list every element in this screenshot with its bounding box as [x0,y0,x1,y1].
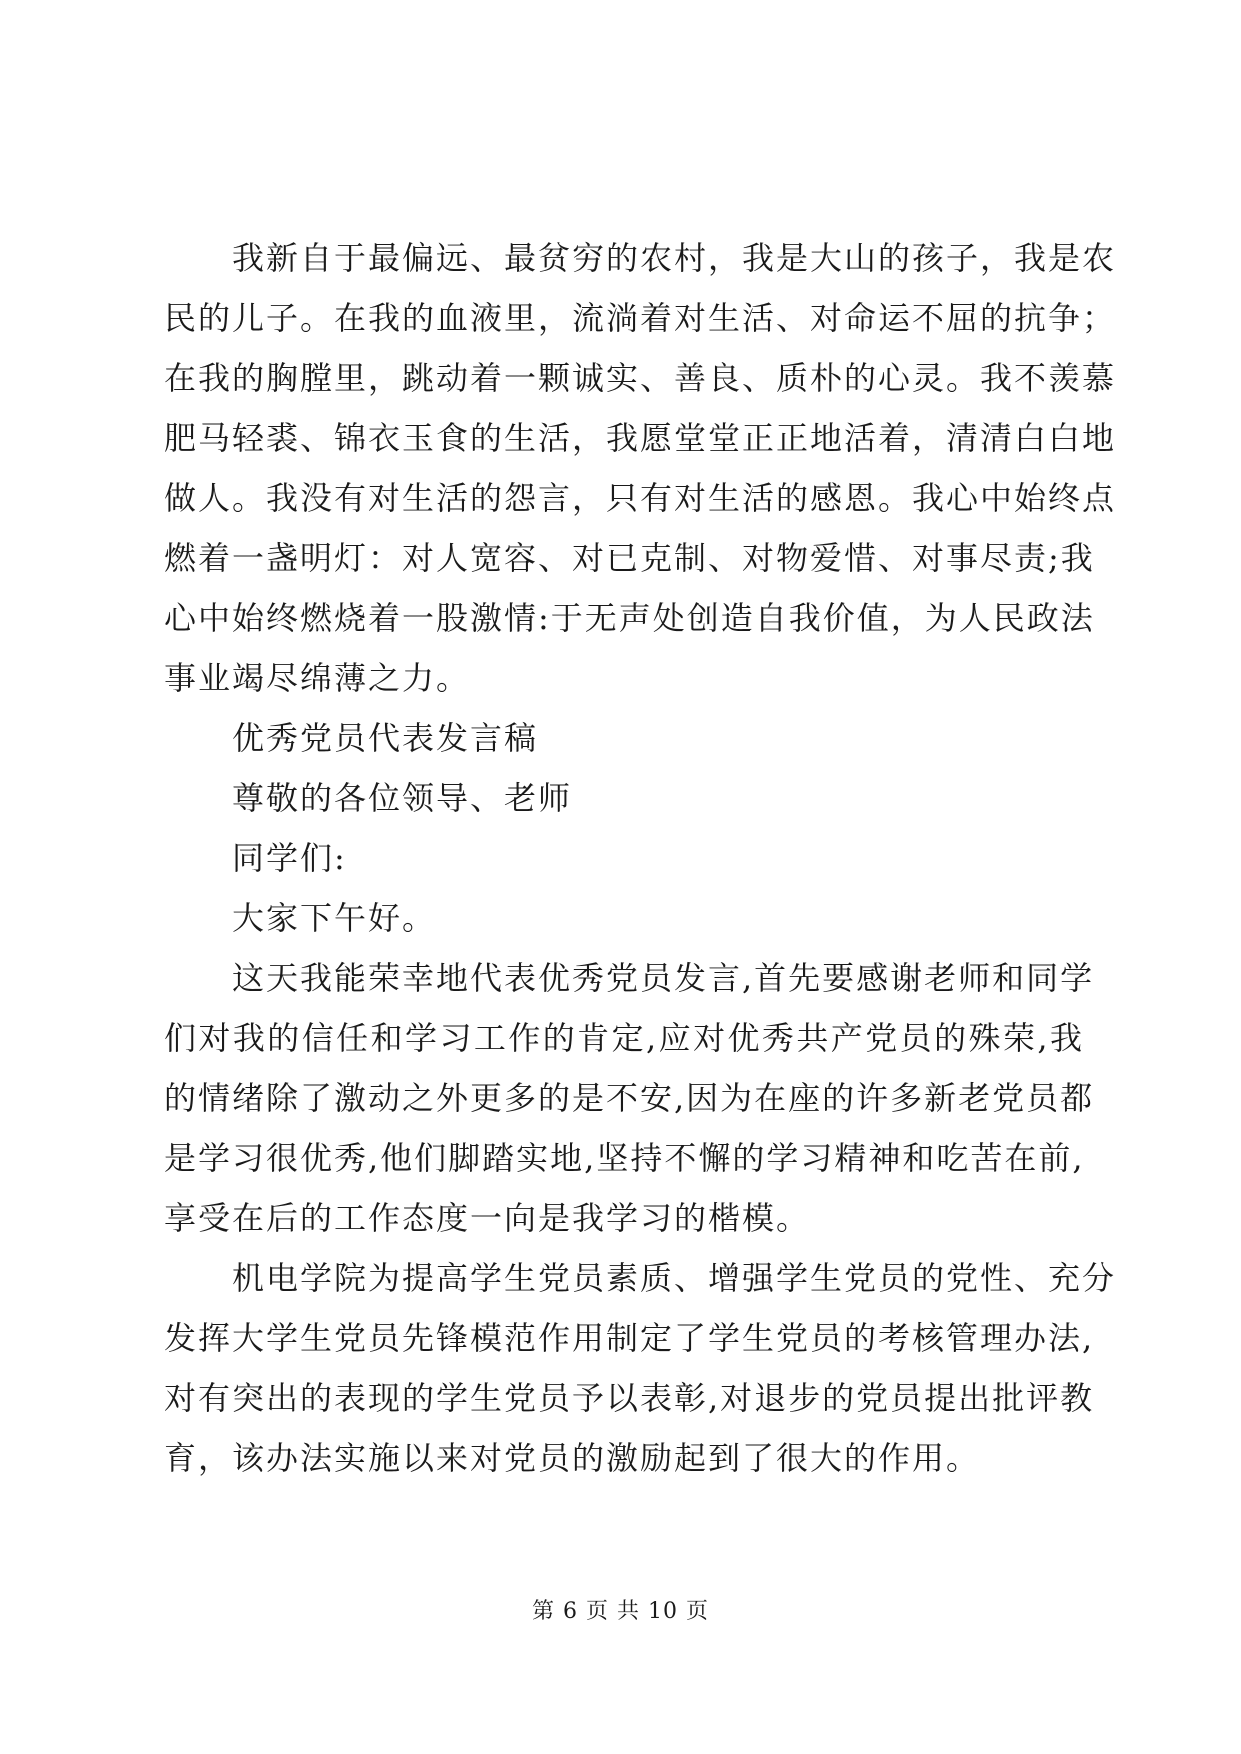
paragraph-line: 在我的胸膛里，跳动着一颗诚实、善良、质朴的心灵。我不羡慕 [164,359,1117,397]
paragraph-line: 燃着一盏明灯：对人宽容、对已克制、对物爱惜、对事尽责;我 [164,539,1095,577]
paragraph-line: 这天我能荣幸地代表优秀党员发言,首先要感谢老师和同学 [232,959,1095,997]
page-number-footer: 第 6 页 共 10 页 [532,1599,709,1624]
paragraph-line: 育，该办法实施以来对党员的激励起到了很大的作用。 [164,1439,981,1477]
paragraph-line: 的情绪除了激动之外更多的是不安,因为在座的许多新老党员都 [164,1079,1095,1117]
salutation-line: 同学们: [232,839,347,877]
paragraph-line: 做人。我没有对生活的怨言，只有对生活的感恩。我心中始终点 [164,479,1117,517]
paragraph-line: 们对我的信任和学习工作的肯定,应对优秀共产党员的殊荣,我 [164,1019,1084,1057]
greeting-line: 大家下午好。 [232,899,437,937]
paragraph-line: 享受在后的工作态度一向是我学习的楷模。 [164,1199,811,1237]
speech-title: 优秀党员代表发言稿 [232,719,539,757]
paragraph-line: 对有突出的表现的学生党员予以表彰,对退步的党员提出批评教 [164,1379,1095,1417]
paragraph-line: 发挥大学生党员先锋模范作用制定了学生党员的考核管理办法, [164,1319,1095,1357]
paragraph-line: 我新自于最偏远、最贫穷的农村，我是大山的孩子，我是农 [232,239,1117,277]
paragraph-line: 民的儿子。在我的血液里，流淌着对生活、对命运不屈的抗争； [164,299,1117,337]
paragraph-line: 机电学院为提高学生党员素质、增强学生党员的党性、充分 [232,1259,1117,1297]
paragraph-line: 心中始终燃烧着一股激情:于无声处创造自我价值，为人民政法 [164,599,1095,637]
paragraph-line: 是学习很优秀,他们脚踏实地,坚持不懈的学习精神和吃苦在前, [164,1139,1085,1177]
salutation-line: 尊敬的各位领导、老师 [232,779,573,817]
paragraph-line: 肥马轻裘、锦衣玉食的生活，我愿堂堂正正地活着，清清白白地 [164,419,1117,457]
paragraph-line: 事业竭尽绵薄之力。 [164,659,471,697]
